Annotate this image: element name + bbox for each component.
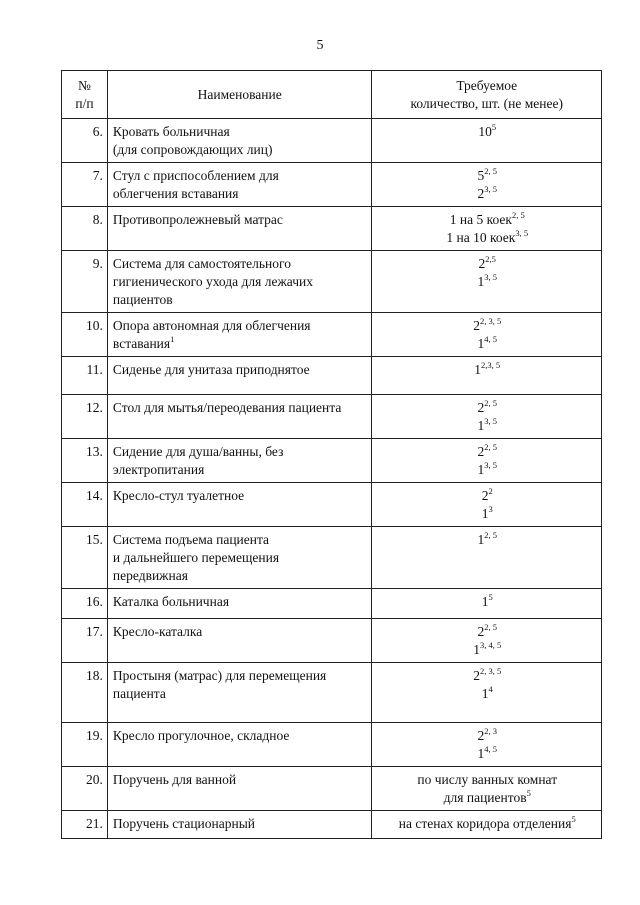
row-quantity bbox=[372, 663, 602, 723]
row-name bbox=[107, 767, 372, 811]
table-row bbox=[62, 395, 602, 439]
name-line: гигиенического ухода для лежачих bbox=[112, 274, 313, 289]
footnote-mark: 5 bbox=[526, 787, 531, 798]
name-line: Стул с приспособлением для bbox=[112, 168, 279, 183]
row-name bbox=[107, 527, 372, 589]
row-number: 21. bbox=[62, 811, 108, 839]
quantity-line: на стенах коридора отделения$^5$ bbox=[398, 813, 576, 831]
quantity-line: 2$^{2, 3, 5}$ bbox=[473, 665, 502, 683]
row-quantity bbox=[372, 527, 602, 589]
name-line: вставания$^1$ bbox=[112, 333, 175, 351]
footnote-mark: 3, 5 bbox=[484, 271, 497, 282]
row-name bbox=[107, 723, 372, 767]
footnote-mark: 5 bbox=[491, 121, 497, 132]
quantity-line: 1$^{4, 5}$ bbox=[477, 743, 497, 761]
row-number: 15. bbox=[62, 527, 108, 589]
quantity-line: 2$^{3, 5}$ bbox=[477, 183, 497, 201]
row-quantity bbox=[372, 439, 602, 483]
name-line: Простыня (матрас) для перемещения bbox=[112, 668, 327, 683]
name-line: Опора автономная для облегчения bbox=[112, 318, 311, 333]
footnote-mark: 2 bbox=[488, 485, 493, 496]
footnote-mark: 3, 5 bbox=[484, 415, 497, 426]
row-quantity bbox=[372, 119, 602, 163]
name-line: Поручень для ванной bbox=[112, 772, 237, 787]
quantity-line: $1^3$ bbox=[481, 503, 493, 521]
footnote-mark: 2, 5 bbox=[484, 397, 497, 408]
header-number: № п/п bbox=[62, 71, 108, 119]
footnote-mark: 2, 5 bbox=[484, 529, 497, 540]
quantity-line: 1$^{2,3, 5}$ bbox=[474, 359, 501, 377]
row-name bbox=[107, 207, 372, 251]
quantity-line: 2$^{2, 5}$ bbox=[477, 621, 497, 639]
row-number: 8. bbox=[62, 207, 108, 251]
row-name bbox=[107, 313, 372, 357]
table-header-row bbox=[62, 71, 602, 119]
quantity-line: 1$^{3, 5}$ bbox=[477, 271, 497, 289]
footnote-mark: 3 bbox=[488, 503, 493, 514]
row-quantity bbox=[372, 395, 602, 439]
page-number: 5 bbox=[316, 38, 324, 53]
row-quantity bbox=[372, 589, 602, 619]
row-number: 17. bbox=[62, 619, 108, 663]
name-line: пациента bbox=[112, 686, 166, 701]
row-name bbox=[107, 589, 372, 619]
row-name bbox=[107, 483, 372, 527]
footnote-mark: 4, 5 bbox=[484, 743, 497, 754]
quantity-line: 1$^{3, 5}$ bbox=[477, 415, 497, 433]
name-line: Сиденье для унитаза приподнятое bbox=[112, 362, 310, 377]
table-row bbox=[62, 767, 602, 811]
name-line: Кресло-каталка bbox=[112, 624, 203, 639]
table-row bbox=[62, 589, 602, 619]
quantity-line: 1$^{2, 5}$ bbox=[477, 529, 497, 547]
row-name bbox=[107, 395, 372, 439]
row-name bbox=[107, 251, 372, 313]
quantity-line: 1 на 5 коек$^{2, 5}$ bbox=[449, 209, 525, 227]
footnote-mark: 2, 5 bbox=[511, 209, 525, 220]
quantity-line: 1$^{4, 5}$ bbox=[477, 333, 497, 351]
header-name: Наименование bbox=[107, 71, 372, 119]
footnote-mark: 3, 5 bbox=[515, 227, 529, 238]
quantity-line: 2$^{2, 3, 5}$ bbox=[473, 315, 502, 333]
row-name bbox=[107, 357, 372, 395]
row-name bbox=[107, 163, 372, 207]
quantity-line: $2^2$ bbox=[481, 485, 493, 503]
row-name bbox=[107, 119, 372, 163]
footnote-mark: 2, 3 bbox=[484, 725, 497, 736]
row-number: 9. bbox=[62, 251, 108, 313]
name-line: электропитания bbox=[112, 462, 205, 477]
quantity-line: 1 на 10 коек$^{3, 5}$ bbox=[446, 227, 529, 245]
quantity-line: $10^5$ bbox=[478, 121, 497, 139]
row-number: 14. bbox=[62, 483, 108, 527]
row-number: 16. bbox=[62, 589, 108, 619]
footnote-mark: 2, 5 bbox=[484, 621, 497, 632]
row-number: 6. bbox=[62, 119, 108, 163]
row-quantity bbox=[372, 767, 602, 811]
quantity-line: по числу ванных комнат bbox=[417, 772, 558, 787]
row-quantity bbox=[372, 163, 602, 207]
footnote-mark: 5 bbox=[488, 591, 493, 602]
row-quantity bbox=[372, 723, 602, 767]
quantity-line: 2$^{2, 3}$ bbox=[477, 725, 497, 743]
table-body bbox=[62, 119, 602, 839]
table-row bbox=[62, 663, 602, 723]
footnote-mark: 2,3, 5 bbox=[481, 359, 501, 370]
footnote-mark: 4, 5 bbox=[484, 333, 497, 344]
footnote-mark: 2, 5 bbox=[484, 165, 497, 176]
footnote-mark: 5 bbox=[571, 813, 576, 824]
footnote-mark: 2, 3, 5 bbox=[479, 315, 502, 326]
quantity-line: 2$^{2, 5}$ bbox=[477, 441, 497, 459]
footnote-mark: 1 bbox=[170, 333, 175, 344]
table-row bbox=[62, 163, 602, 207]
quantity-line: для пациентов$^5$ bbox=[443, 787, 531, 805]
row-number: 12. bbox=[62, 395, 108, 439]
name-line: Система подъема пациента bbox=[112, 532, 270, 547]
row-quantity bbox=[372, 619, 602, 663]
name-line: Противопролежневый матрас bbox=[112, 212, 283, 227]
quantity-line: 2$^{2, 5}$ bbox=[477, 397, 497, 415]
row-quantity bbox=[372, 483, 602, 527]
row-name bbox=[107, 439, 372, 483]
table-row bbox=[62, 439, 602, 483]
row-number: 11. bbox=[62, 357, 108, 395]
row-quantity bbox=[372, 207, 602, 251]
table-row bbox=[62, 483, 602, 527]
name-line: (для сопровождающих лиц) bbox=[112, 142, 273, 157]
row-number: 10. bbox=[62, 313, 108, 357]
table-row bbox=[62, 313, 602, 357]
row-quantity bbox=[372, 251, 602, 313]
table-row bbox=[62, 723, 602, 767]
row-quantity bbox=[372, 313, 602, 357]
name-line: пациентов bbox=[112, 292, 173, 307]
quantity-line: 1$^{3, 5}$ bbox=[477, 459, 497, 477]
name-line: Стол для мытья/переодевания пациента bbox=[112, 400, 342, 415]
row-quantity bbox=[372, 357, 602, 395]
name-line: Сидение для душа/ванны, без bbox=[112, 444, 284, 459]
quantity-line: $1^5$ bbox=[481, 591, 493, 609]
row-number: 13. bbox=[62, 439, 108, 483]
table-row bbox=[62, 811, 602, 839]
row-quantity bbox=[372, 811, 602, 839]
table-row bbox=[62, 527, 602, 589]
quantity-line: $1^4$ bbox=[481, 683, 493, 701]
name-line: передвижная bbox=[112, 568, 188, 583]
footnote-mark: 2, 3, 5 bbox=[479, 665, 502, 676]
name-line: Каталка больничная bbox=[112, 594, 230, 609]
footnote-mark: 3, 5 bbox=[484, 459, 497, 470]
quantity-line: 1$^{3, 4, 5}$ bbox=[473, 639, 502, 657]
name-line: Поручень стационарный bbox=[112, 816, 256, 831]
name-line: Кровать больничная bbox=[112, 124, 230, 139]
name-line: Система для самостоятельного bbox=[112, 256, 291, 271]
name-line: облегчения вставания bbox=[112, 186, 239, 201]
table-row bbox=[62, 619, 602, 663]
quantity-line: 5$^{2, 5}$ bbox=[477, 165, 497, 183]
row-number: 20. bbox=[62, 767, 108, 811]
table-row bbox=[62, 357, 602, 395]
name-line: Кресло-стул туалетное bbox=[112, 488, 245, 503]
footnote-mark: 3, 4, 5 bbox=[479, 639, 502, 650]
row-number: 19. bbox=[62, 723, 108, 767]
footnote-mark: 2,5 bbox=[485, 253, 496, 264]
name-line: Кресло прогулочное, складное bbox=[112, 728, 290, 743]
row-name bbox=[107, 811, 372, 839]
quantity-line: 2$^{2,5}$ bbox=[478, 253, 496, 271]
footnote-mark: 2, 5 bbox=[484, 441, 497, 452]
table-row bbox=[62, 119, 602, 163]
row-number: 18. bbox=[62, 663, 108, 723]
table-row bbox=[62, 251, 602, 313]
table-row bbox=[62, 207, 602, 251]
row-name bbox=[107, 663, 372, 723]
name-line: и дальнейшего перемещения bbox=[112, 550, 280, 565]
header-quantity: Требуемое количество, шт. (не менее) bbox=[372, 71, 602, 119]
equipment-table bbox=[61, 70, 602, 839]
row-name bbox=[107, 619, 372, 663]
footnote-mark: 4 bbox=[488, 683, 493, 694]
row-number: 7. bbox=[62, 163, 108, 207]
footnote-mark: 3, 5 bbox=[484, 183, 497, 194]
